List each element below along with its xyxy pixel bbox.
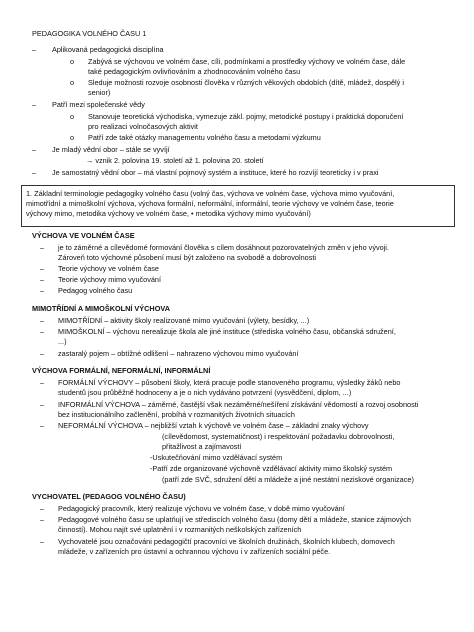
dash-bullet: – <box>32 45 37 54</box>
dash-bullet: – <box>40 421 45 430</box>
intro-item-2: Patří mezi společenské vědy <box>52 100 145 109</box>
dash-bullet: – <box>40 378 45 387</box>
dash-bullet: – <box>40 537 45 546</box>
s3-item-3-cont-5: (patří zde SVČ, sdružení dětí a mládeže a jiné nestátní neziskové organizace) <box>162 475 414 484</box>
section-heading: VÝCHOVA FORMÁLNÍ, NEFORMÁLNÍ, INFORMÁLNÍ <box>32 366 211 375</box>
dash-bullet: – <box>32 100 37 109</box>
dash-bullet: – <box>32 168 37 177</box>
intro-item-1: Aplikovaná pedagogická disciplína <box>52 45 164 54</box>
intro-item-4: Je samostatný vědní obor – má vlastní pojmový systém a instituce, které ho rozvíjí teoreticky i v praxi <box>52 168 379 177</box>
section-heading: MIMOTŘÍDNÍ A MIMOŠKOLNÍ VÝCHOVA <box>32 304 170 313</box>
s2-item-3: zastaralý pojem – obtížné odlišení – nahrazeno výchovou mimo vyučování <box>58 349 299 358</box>
dash-bullet: – <box>40 316 45 325</box>
circle-bullet: o <box>70 133 75 142</box>
document-title: PEDAGOGIKA VOLNÉHO ČASU 1 <box>32 29 147 38</box>
dash-bullet: – <box>40 504 45 513</box>
dash-bullet: – <box>40 349 45 358</box>
s4-item-1: Pedagogický pracovník, který realizuje výchovu ve volném čase, v době mimo vyučování <box>58 504 345 513</box>
intro-item-2-sub-2: Patří zde také otázky managementu volného času a metodami výzkumu <box>88 133 321 142</box>
intro-item-3-arrow: → vznik 2. polovina 19. století až 1. polovina 20. století <box>86 156 264 165</box>
intro-item-3: Je mladý vědní obor – stále se vyvíjí <box>52 145 170 154</box>
section-heading: VYCHOVATEL (PEDAGOG VOLNÉHO ČASU) <box>32 492 186 501</box>
topic-box <box>21 185 455 227</box>
intro-item-1-sub-2-l2: senior) <box>88 88 111 97</box>
dash-bullet: – <box>40 243 45 252</box>
s3-item-3: NEFORMÁLNÍ VÝCHOVA – nejbližší vztah k výchově ve volném čase – základní znaky výchovy <box>58 421 369 430</box>
s3-item-1-l1: FORMÁLNÍ VÝCHOVY – působení školy, která pracuje podle stanoveného programu, výsledky žáků nebo <box>58 378 401 387</box>
intro-item-2-sub-1-l2: pro realizaci volnočasových aktivit <box>88 122 198 131</box>
s3-item-3-cont-4: -Patří zde organizované výchovně vzdělávací aktivity mimo školský systém <box>150 464 393 473</box>
intro-item-2-sub-1-l1: Stanovuje teoretická východiska, vymezuje zákl. pojmy, metodické postupy i praktická doporučení <box>88 112 404 121</box>
s1-item-1-l1: je to záměrné a cílevědomé formování člověka s cílem dosáhnout pozorovatelných změn v jeho vývoji. <box>58 243 389 252</box>
s1-item-2: Teorie výchovy ve volném čase <box>58 264 159 273</box>
dash-bullet: – <box>40 327 45 336</box>
s2-item-2-l2: ...) <box>58 337 67 346</box>
intro-item-1-sub-1-l2: také pedagogickým ovlivňováním a zhodnocováním volného času <box>88 67 301 76</box>
s3-item-3-cont-3: -Uskutečňování mimo vzdělávací systém <box>150 453 283 462</box>
dash-bullet: – <box>40 264 45 273</box>
circle-bullet: o <box>70 112 75 121</box>
s3-item-1-l2: studentů jsou průběžně hodnoceny a je o nich vydáváno potvrzení (vysvědčení, diplom, ...) <box>58 388 352 397</box>
section-heading: VÝCHOVA VE VOLNÉM ČASE <box>32 231 135 240</box>
s4-item-2-l2: činností). Mohou najít své uplatnění i v rozmanitých neškolských zařízeních <box>58 525 302 534</box>
dash-bullet: – <box>40 275 45 284</box>
dash-bullet: – <box>40 286 45 295</box>
topic-box-line-2: mimotřídní a mimoškolní výchova, výchova formální, neformální, informální, teorie výchovy ve volném čase, teorie <box>26 199 394 208</box>
s2-item-2-l1: MIMOŠKOLNÍ – výchovu nerealizuje škola ale jiné instituce (střediska volného času, občanská sdružení, <box>58 327 396 336</box>
circle-bullet: o <box>70 57 75 66</box>
s4-item-3-l1: Vychovatelé jsou označováni pedagogičtí pracovníci ve školních družinách, školních klubech, domovech <box>58 537 395 546</box>
s4-item-3-l2: mládeže, v zařízeních pro ústavní a ochrannou výchovu i v zařízeních sociální péče. <box>58 547 331 556</box>
s3-item-2-l1: INFORMÁLNÍ VÝCHOVA – záměrné, častější však nezáměrné/nešíření získávání vědomostí a rozvoj osobnosti <box>58 400 419 409</box>
s3-item-3-cont-2: přitažlivost a zajímavostí <box>162 442 242 451</box>
s2-item-1: MIMOTŘÍDNÍ – aktivity školy realizované mimo vyučování (výlety, besídky, ...) <box>58 316 310 325</box>
topic-box-line-3: výchovy mimo, metodika výchovy ve volném čase, • metodika výchovy mimo vyučování) <box>26 209 311 218</box>
s1-item-3: Teorie výchovy mimo vyučování <box>58 275 162 284</box>
s3-item-2-l2: bez institucionálního začlenění, probíhá v rozmanitých životních situacích <box>58 410 295 419</box>
s1-item-4: Pedagog volného času <box>58 286 133 295</box>
intro-item-1-sub-2-l1: Sleduje možnosti rozvoje osobnosti člověka v různých věkových obdobích (dítě, mládež, dospělý i <box>88 78 404 87</box>
topic-box-line-1: 1. Základní terminologie pedagogiky volného času (volný čas, výchova ve volném čase, výchova mimo vyučování, <box>26 189 395 198</box>
intro-item-1-sub-1-l1: Zabývá se výchovou ve volném čase, cíli, podmínkami a prostředky výchovy ve volném čase, dále <box>88 57 406 66</box>
s4-item-2-l1: Pedagogové volného času se uplatňují ve střediscích volného času (domy dětí a mládeže, stanice zájmových <box>58 515 411 524</box>
s3-item-3-cont-1: (cílevědomost, systematičnost) i respektování požadavku dobrovolnosti, <box>162 432 395 441</box>
dash-bullet: – <box>32 145 37 154</box>
s1-item-1-l2: Zároveň toto výchovné působení musí být založeno na svobodě a dobrovolnosti <box>58 253 316 262</box>
circle-bullet: o <box>70 78 75 87</box>
dash-bullet: – <box>40 515 45 524</box>
dash-bullet: – <box>40 400 45 409</box>
